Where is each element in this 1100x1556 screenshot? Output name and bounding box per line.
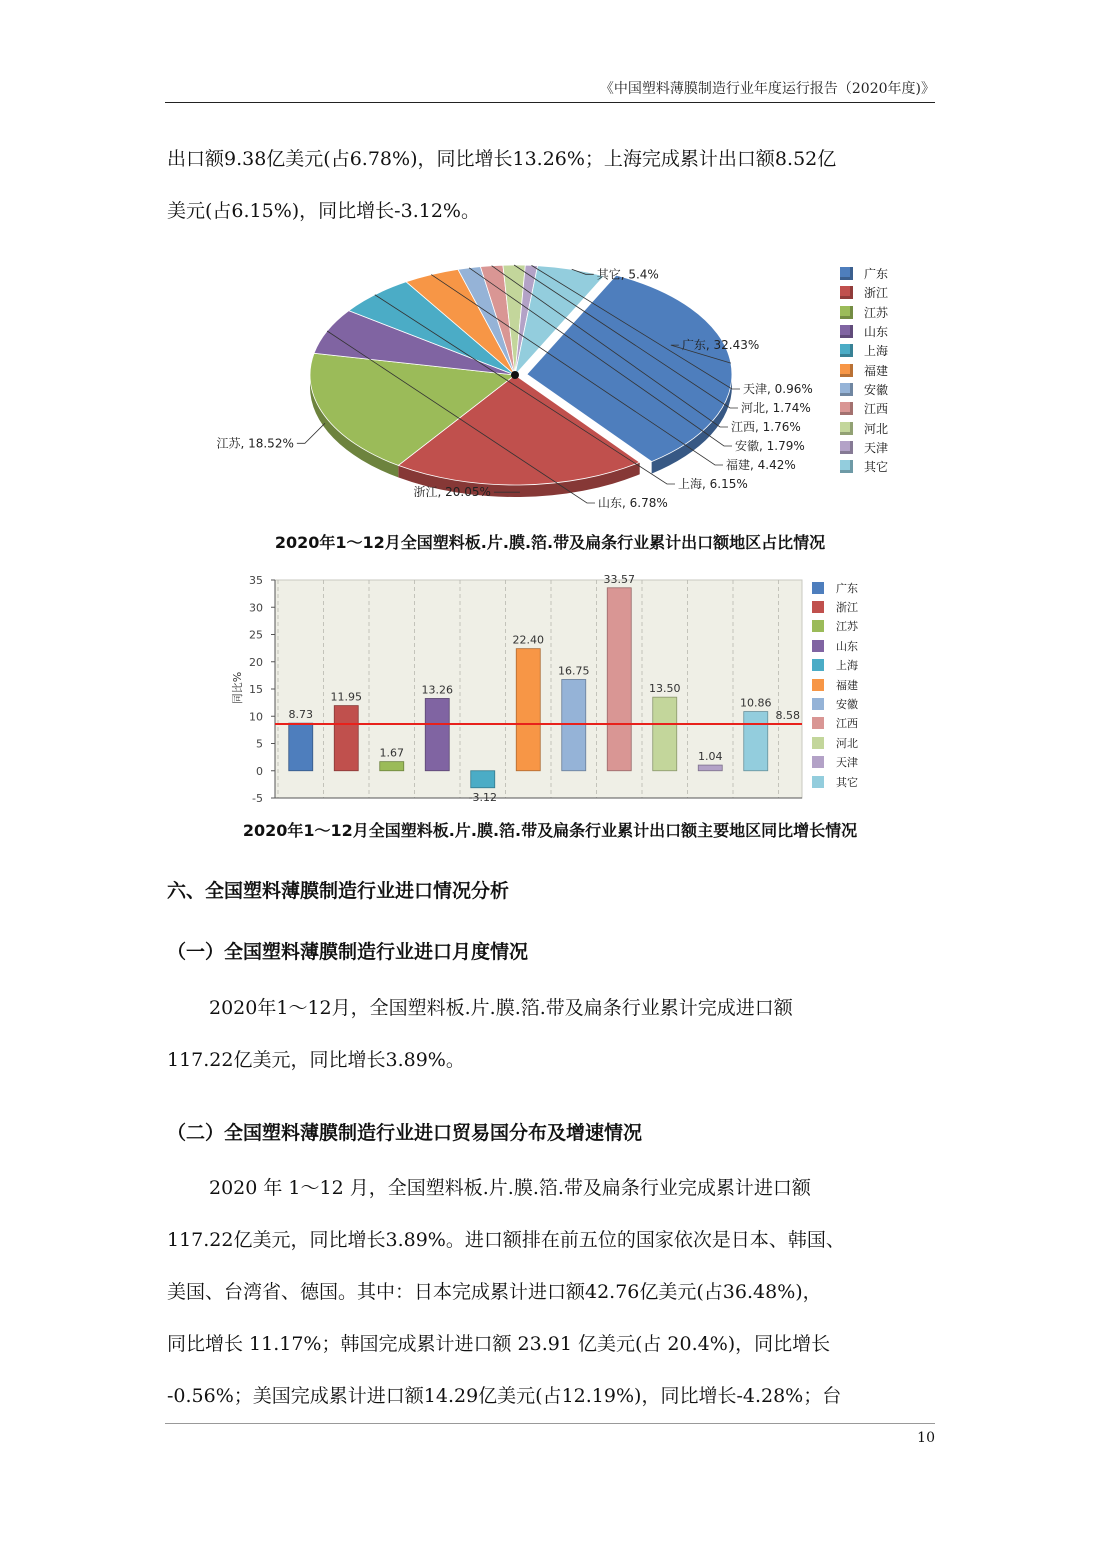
bar-天津 — [698, 765, 722, 771]
legend-swatch — [840, 460, 853, 473]
bar-data-label-广东: 8.73 — [288, 708, 313, 722]
legend-swatch — [812, 620, 824, 632]
legend-label: 浙江 — [864, 286, 889, 301]
bar-江西 — [607, 588, 631, 771]
legend-label: 其它 — [836, 775, 858, 789]
bar-data-label-安徽: 16.75 — [558, 664, 590, 678]
pie-legend — [840, 264, 888, 476]
pie-legend-item — [840, 341, 888, 360]
bar-江苏 — [380, 762, 404, 771]
reference-line-label: 8.58 — [775, 708, 800, 722]
y-tick-label: 35 — [249, 574, 263, 587]
legend-swatch — [840, 306, 853, 319]
y-tick-label: 5 — [256, 737, 263, 751]
sub2-line-4: 同比增长 11.17%；韩国完成累计进口额 23.91 亿美元(占 20.4%)，同比增长 — [167, 1333, 831, 1355]
bar-data-label-福建: 22.40 — [512, 633, 544, 647]
sub1-line-1: 2020年1～12月，全国塑料板.片.膜.箔.带及扁条行业累计完成进口额 — [209, 997, 793, 1019]
bar-福建 — [516, 649, 540, 771]
pie-legend-item — [840, 264, 888, 283]
legend-label: 福建 — [836, 678, 858, 692]
legend-swatch — [840, 286, 853, 299]
legend-swatch — [812, 698, 824, 710]
bar-legend-item — [812, 753, 858, 772]
legend-label: 山东 — [864, 325, 889, 340]
page-number: 10 — [917, 1430, 935, 1446]
pie-legend-item — [840, 283, 888, 302]
bar-河北 — [653, 697, 677, 771]
bar-安徽 — [562, 679, 586, 770]
bar-legend-item — [812, 772, 858, 791]
pie-slices — [310, 265, 732, 500]
bar-legend — [812, 578, 858, 791]
legend-swatch — [840, 325, 853, 338]
bar-data-label-天津: 1.04 — [698, 750, 723, 764]
pie-data-label-江西: 江西, 1.76% — [731, 420, 801, 434]
legend-label: 江苏 — [864, 305, 889, 320]
bar-legend-item — [812, 597, 858, 616]
legend-label: 安徽 — [836, 698, 858, 712]
bar-data-label-江苏: 1.67 — [379, 746, 404, 760]
y-tick-label: 20 — [249, 655, 263, 669]
pie-data-label-山东: 山东, 6.78% — [598, 496, 668, 510]
legend-swatch — [840, 441, 853, 454]
pie-data-label-上海: 上海, 6.15% — [678, 477, 748, 491]
pie-legend-item — [840, 438, 888, 457]
legend-label: 天津 — [836, 756, 858, 770]
bar-山东 — [425, 698, 449, 770]
intro-line-2: 美元(占6.15%)，同比增长-3.12%。 — [167, 200, 480, 222]
legend-swatch — [812, 717, 824, 729]
bar-legend-item — [812, 656, 858, 675]
bar-legend-item — [812, 733, 858, 752]
pie-legend-item — [840, 457, 888, 476]
pie-legend-item — [840, 380, 888, 399]
legend-swatch — [840, 402, 853, 415]
bar-data-label-山东: 13.26 — [421, 683, 453, 697]
subsection-heading-2: （二）全国塑料薄膜制造行业进口贸易国分布及增速情况 — [167, 1122, 643, 1144]
legend-label: 浙江 — [836, 601, 858, 615]
legend-label: 上海 — [864, 344, 889, 359]
sub2-line-5: -0.56%；美国完成累计进口额14.29亿美元(占12.19%)，同比增长-4.28%；台 — [167, 1385, 842, 1407]
y-tick-label: 15 — [249, 683, 263, 696]
legend-swatch — [812, 659, 824, 671]
section-heading-6: 六、全国塑料薄膜制造行业进口情况分析 — [167, 880, 510, 902]
legend-label: 广东 — [836, 581, 858, 595]
pie-chart — [195, 248, 835, 518]
sub2-line-1: 2020 年 1～12 月，全国塑料板.片.膜.箔.带及扁条行业完成累计进口额 — [209, 1177, 811, 1199]
bar-legend-item — [812, 714, 858, 733]
pie-data-label-天津: 天津, 0.96% — [743, 382, 813, 396]
bar-上海 — [471, 771, 495, 788]
subsection-heading-1: （一）全国塑料薄膜制造行业进口月度情况 — [167, 941, 529, 963]
bar-y-axis-label: 同比% — [231, 671, 244, 705]
legend-swatch — [812, 601, 824, 613]
pie-data-label-福建: 福建, 4.42% — [726, 458, 796, 472]
legend-label: 江西 — [864, 402, 889, 417]
legend-label: 山东 — [836, 639, 858, 653]
sub1-line-2: 117.22亿美元，同比增长3.89%。 — [167, 1049, 465, 1071]
sub2-line-2: 117.22亿美元，同比增长3.89%。进口额排在前五位的国家依次是日本、韩国、 — [167, 1229, 845, 1251]
pie-center — [511, 371, 519, 379]
legend-label: 广东 — [864, 267, 889, 282]
running-header: 《中国塑料薄膜制造行业年度运行报告（2020年度)》 — [599, 81, 935, 97]
legend-swatch — [812, 776, 824, 788]
legend-label: 江苏 — [836, 620, 858, 634]
legend-label: 河北 — [836, 736, 858, 750]
bar-浙江 — [334, 706, 358, 771]
legend-label: 上海 — [836, 659, 858, 673]
pie-data-label-其它: 其它, 5.4% — [596, 267, 659, 282]
pie-data-label-河北: 河北, 1.74% — [741, 401, 811, 415]
bar-data-label-河北: 13.50 — [649, 682, 681, 696]
bar-chart — [215, 570, 815, 810]
legend-swatch — [812, 640, 824, 652]
legend-swatch — [840, 344, 853, 357]
pie-data-label-江苏: 江苏, 18.52% — [216, 436, 294, 451]
bar-y-ticks — [249, 574, 275, 805]
pie-legend-item — [840, 322, 888, 341]
legend-swatch — [840, 383, 853, 396]
pie-legend-item — [840, 418, 888, 437]
pie-data-label-广东: 广东, 32.43% — [681, 338, 760, 353]
bar-legend-item — [812, 675, 858, 694]
y-tick-label: 25 — [249, 628, 263, 642]
legend-swatch — [812, 756, 824, 768]
pie-legend-item — [840, 399, 888, 418]
legend-label: 其它 — [864, 460, 889, 475]
legend-label: 福建 — [864, 363, 889, 378]
pie-leader-江苏 — [297, 423, 325, 443]
bar-data-label-其它: 10.86 — [740, 696, 772, 710]
bar-legend-item — [812, 636, 858, 655]
y-tick-label: 30 — [249, 601, 263, 615]
y-tick-label: 0 — [256, 764, 263, 778]
bar-data-label-上海: -3.12 — [468, 790, 497, 804]
sub2-line-3: 美国、台湾省、德国。其中：日本完成累计进口额42.76亿美元(占36.48%)， — [167, 1281, 822, 1303]
y-tick-label: 10 — [249, 710, 263, 724]
legend-label: 河北 — [864, 421, 889, 436]
bar-legend-item — [812, 578, 858, 597]
y-tick-label: -5 — [252, 792, 263, 805]
footer-rule — [165, 1423, 935, 1424]
bar-广东 — [289, 723, 313, 771]
pie-data-label-浙江: 浙江, 20.05% — [413, 485, 491, 500]
pie-data-label-安徽: 安徽, 1.79% — [735, 439, 805, 453]
legend-swatch — [840, 422, 853, 435]
bar-legend-item — [812, 617, 858, 636]
bar-legend-item — [812, 694, 858, 713]
legend-swatch — [812, 737, 824, 749]
intro-line-1: 出口额9.38亿美元(占6.78%)，同比增长13.26%；上海完成累计出口额8.52亿 — [167, 148, 837, 170]
legend-label: 江西 — [836, 717, 858, 731]
bar-其它 — [744, 712, 768, 771]
legend-swatch — [840, 267, 853, 280]
legend-label: 天津 — [864, 440, 889, 455]
legend-swatch — [812, 582, 824, 594]
header-rule — [165, 102, 935, 103]
pie-legend-item — [840, 303, 888, 322]
bar-data-label-江西: 33.57 — [603, 572, 635, 586]
bar-chart-caption: 2020年1～12月全国塑料板.片.膜.箔.带及扁条行业累计出口额主要地区同比增长情况 — [242, 821, 858, 840]
legend-swatch — [812, 679, 824, 691]
legend-label: 安徽 — [864, 382, 889, 397]
bar-data-label-浙江: 11.95 — [330, 690, 362, 704]
pie-legend-item — [840, 360, 888, 379]
pie-chart-caption: 2020年1～12月全国塑料板.片.膜.箔.带及扁条行业累计出口额地区占比情况 — [274, 533, 826, 552]
legend-swatch — [840, 364, 853, 377]
